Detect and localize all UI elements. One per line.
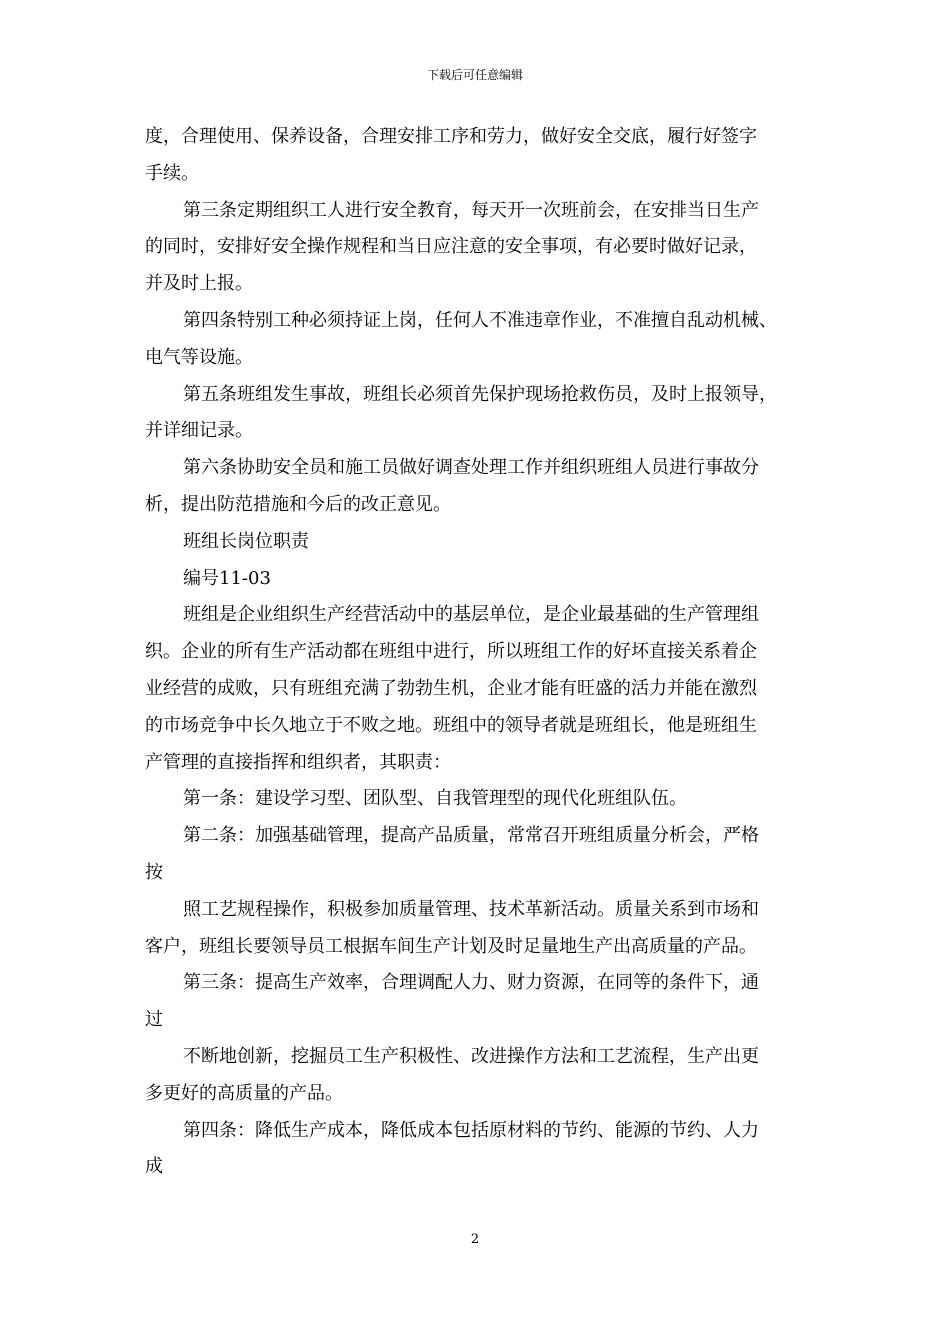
text-line: 不断地创新，挖掘员工生产积极性、改进操作方法和工艺流程，生产出更 [183,1045,759,1067]
text-line: 业经营的成败，只有班组充满了勃勃生机，企业才能有旺盛的活力并能在激烈 [145,677,757,699]
page-header: 下载后可任意编辑 [426,68,523,82]
text-line: 第五条班组发生事故，班组长必须首先保护现场抢救伤员，及时上报领导， [183,383,777,405]
page-number: 2 [470,1232,480,1247]
text-line: 织。企业的所有生产活动都在班组中进行，所以班组工作的好坏直接关系着企 [145,641,757,663]
text-line: 产管理的直接指挥和组织者，其职责： [145,751,451,773]
text-line: 第三条定期组织工人进行安全教育，每天开一次班前会，在安排当日生产 [183,199,759,221]
text-line: 手续。 [145,162,199,184]
text-line: 客户，班组长要领导员工根据车间生产计划及时足量地生产出高质量的产品。 [145,935,757,957]
text-line: 的同时，安排好安全操作规程和当日应注意的安全事项，有必要时做好记录， [145,236,757,258]
text-line: 多更好的高质量的产品。 [145,1082,343,1104]
text-line: 过 [145,1009,163,1031]
text-line: 的市场竞争中长久地立于不败之地。班组中的领导者就是班组长，他是班组生 [145,714,757,736]
text-line: 班组是企业组织生产经营活动中的基层单位，是企业最基础的生产管理组 [183,604,759,626]
text-line: 第四条特别工种必须持证上岗，任何人不准违章作业，不准擅自乱动机械、 [183,309,777,331]
section-code: 编号11-03 [183,567,271,589]
text-line: 第三条：提高生产效率，合理调配人力、财力资源，在同等的条件下，通 [183,972,759,994]
text-line: 第六条协助安全员和施工员做好调查处理工作并组织班组人员进行事故分 [183,457,759,479]
document-body [145,119,815,1186]
text-line: 并详细记录。 [145,420,253,442]
text-line: 度，合理使用、保养设备，合理安排工序和劳力，做好安全交底，履行好签字 [145,126,757,147]
text-line: 第四条：降低生产成本，降低成本包括原材料的节约、能源的节约、人力 [183,1119,759,1141]
text-line: 照工艺规程操作，积极参加质量管理、技术革新活动。质量关系到市场和 [183,898,759,920]
text-line: 第一条：建设学习型、团队型、自我管理型的现代化班组队伍。 [183,788,687,810]
section-title: 班组长岗位职责 [183,530,309,552]
text-line: 并及时上报。 [145,273,253,295]
text-line: 析，提出防范措施和今后的改正意见。 [145,493,451,515]
text-line: 第二条：加强基础管理，提高产品质量，常常召开班组质量分析会，严格 [183,825,759,847]
text-line: 电气等设施。 [145,346,253,368]
text-line: 成 [145,1156,163,1178]
text-line: 按 [145,861,163,883]
